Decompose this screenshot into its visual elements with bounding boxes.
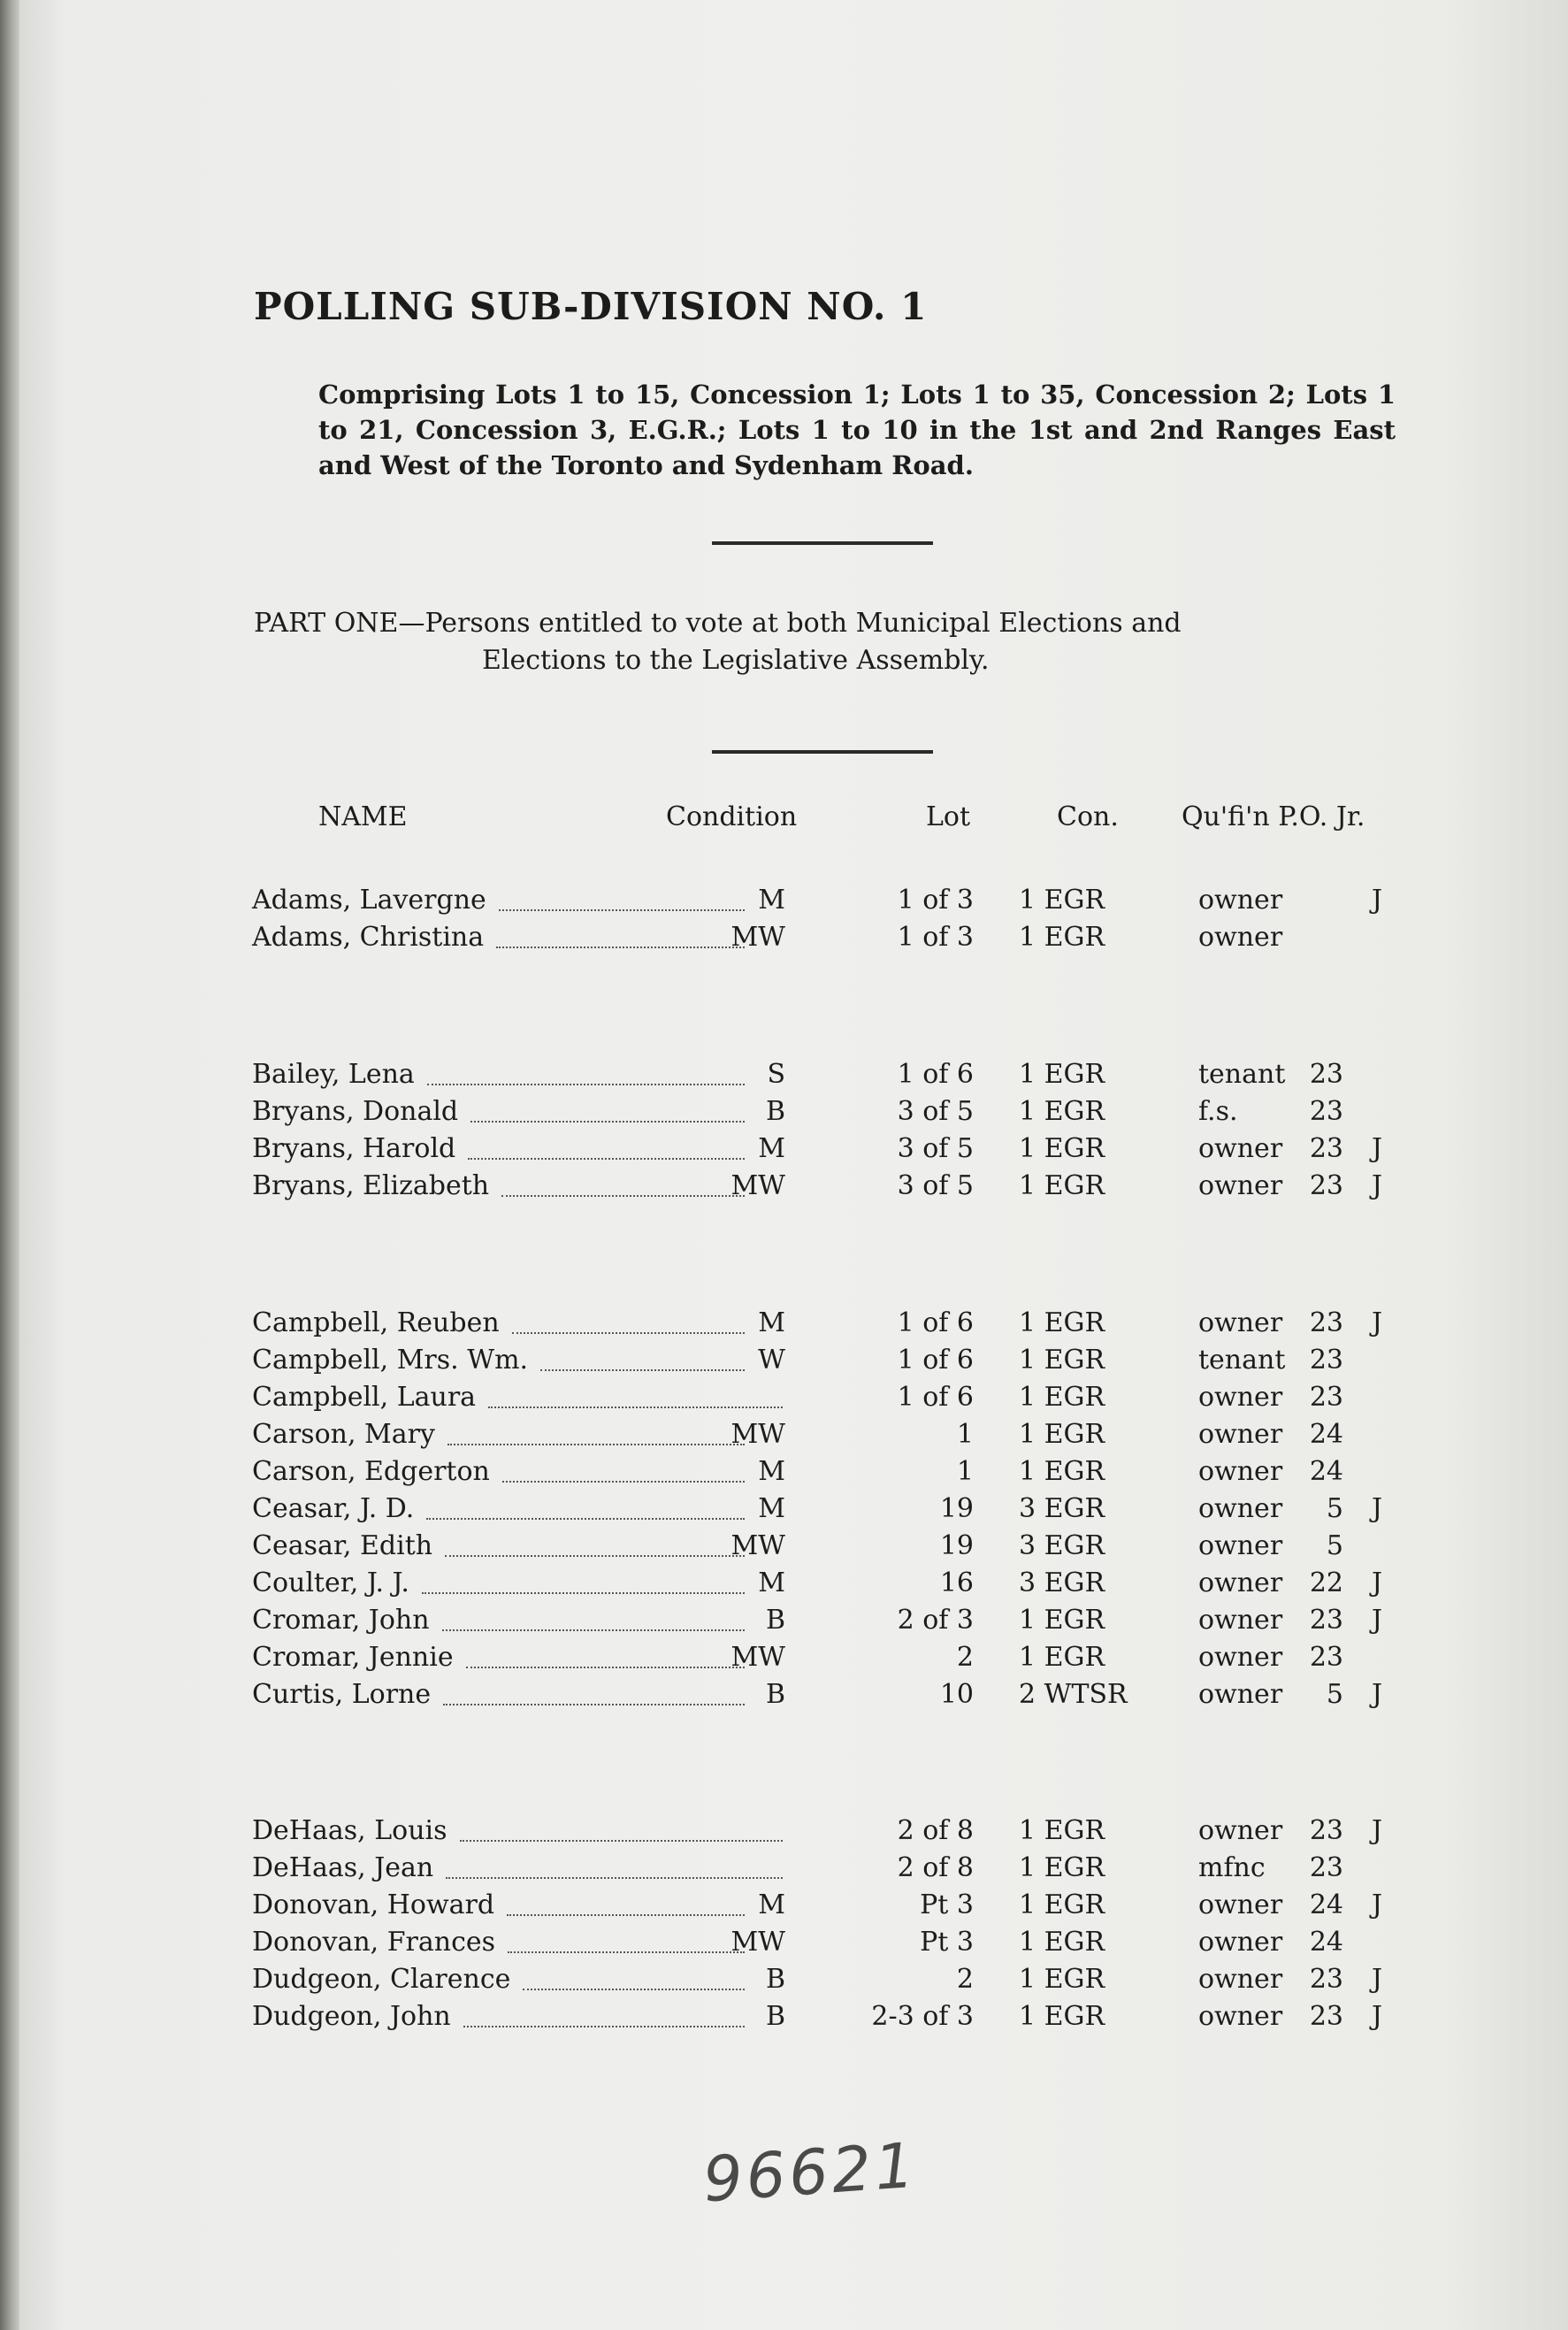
voter-concession: 3 EGR	[1019, 1493, 1105, 1524]
voter-row	[0, 1815, 1568, 1852]
voter-condition: MW	[730, 1642, 785, 1673]
dotted-leader	[445, 1555, 745, 1557]
header-con: Con.	[1057, 801, 1119, 832]
dotted-leader	[499, 909, 745, 911]
voter-concession: 1 EGR	[1019, 1605, 1105, 1636]
voter-qualification: owner	[1198, 1642, 1283, 1673]
header-lot: Lot	[926, 801, 971, 832]
voter-lot: 2	[956, 1642, 974, 1673]
voter-juror-mark: J	[1372, 1815, 1383, 1846]
voter-juror-mark: J	[1372, 1493, 1383, 1524]
voter-condition: MW	[730, 1530, 785, 1561]
voter-concession: 2 WTSR	[1019, 1679, 1128, 1710]
voter-concession: 1 EGR	[1019, 1133, 1105, 1164]
voter-juror-mark: J	[1372, 1567, 1383, 1598]
voter-row	[0, 2001, 1568, 2038]
voter-lot: Pt 3	[920, 1889, 974, 1920]
voter-name: Adams, Christina	[252, 922, 485, 953]
voter-name: Campbell, Reuben	[252, 1307, 500, 1338]
voter-lot: 2	[956, 1964, 974, 1995]
dotted-leader	[507, 1914, 745, 1916]
voter-juror-mark: J	[1372, 1307, 1383, 1338]
voter-post-office: 22	[1309, 1567, 1343, 1598]
voter-qualification: owner	[1198, 922, 1283, 953]
voter-lot: 1 of 6	[897, 1059, 974, 1090]
voter-condition: B	[765, 2001, 785, 2032]
dotted-leader	[447, 1444, 745, 1445]
voter-post-office: 23	[1309, 2001, 1343, 2032]
dotted-leader	[446, 1877, 783, 1879]
voter-concession: 1 EGR	[1019, 1307, 1105, 1338]
voter-lot: 10	[939, 1679, 974, 1710]
header-qualification-po-jr: Qu'fi'n P.O. Jr.	[1182, 801, 1365, 832]
voter-lot: 1	[956, 1456, 974, 1487]
voter-lot: 1 of 3	[897, 922, 974, 953]
voter-qualification: tenant	[1198, 1345, 1286, 1376]
dotted-leader	[463, 2026, 745, 2027]
voter-qualification: owner	[1198, 1133, 1283, 1164]
dotted-leader	[496, 947, 745, 948]
voter-condition: B	[765, 1679, 785, 1710]
voter-concession: 1 EGR	[1019, 1642, 1105, 1673]
handwritten-catalog-number: 96621	[700, 2128, 921, 2217]
voter-post-office: 23	[1309, 1307, 1343, 1338]
voter-row	[0, 1964, 1568, 2001]
voter-post-office: 24	[1309, 1889, 1343, 1920]
voter-row	[0, 1170, 1568, 1207]
voter-row	[0, 1493, 1568, 1530]
dotted-leader	[468, 1158, 745, 1160]
voter-lot: 1 of 6	[897, 1345, 974, 1376]
voter-name: Coulter, J. J.	[252, 1567, 409, 1598]
voter-condition: MW	[730, 1170, 785, 1201]
voter-row	[0, 1927, 1568, 1964]
voter-row	[0, 1889, 1568, 1927]
voter-row	[0, 1530, 1568, 1567]
voter-juror-mark: J	[1372, 1889, 1383, 1920]
voter-post-office: 23	[1309, 1382, 1343, 1413]
voter-juror-mark: J	[1372, 885, 1383, 916]
subdivision-description: Comprising Lots 1 to 15, Concession 1; Lots 1 to 35, Concession 2; Lots 1 to 21, Concession 3, E.G.R.; Lots 1 to 10 in the 1st and 2nd Ranges East and West of the Toronto and Sydenham Road.	[318, 379, 1396, 480]
voter-name: Carson, Mary	[252, 1419, 435, 1450]
voter-lot: 3 of 5	[897, 1096, 974, 1127]
voter-condition: B	[765, 1964, 785, 1995]
voter-name: Curtis, Lorne	[252, 1679, 432, 1710]
voter-name: Donovan, Howard	[252, 1889, 495, 1920]
voter-qualification: owner	[1198, 1605, 1283, 1636]
voter-condition: B	[765, 1096, 785, 1127]
voter-post-office: 23	[1309, 1059, 1343, 1090]
voter-qualification: owner	[1198, 1964, 1283, 1995]
part-one-description	[254, 605, 1396, 679]
voter-condition: W	[758, 1345, 785, 1376]
voter-lot: 2 of 8	[897, 1815, 974, 1846]
voter-post-office: 23	[1309, 1964, 1343, 1995]
voter-lot: 2 of 8	[897, 1852, 974, 1883]
voter-name: Dudgeon, Clarence	[252, 1964, 511, 1995]
voter-concession: 1 EGR	[1019, 2001, 1105, 2032]
dotted-leader	[523, 1989, 745, 1990]
voter-qualification: owner	[1198, 1170, 1283, 1201]
voter-name: Ceasar, J. D.	[252, 1493, 415, 1524]
voter-row	[0, 1419, 1568, 1456]
voter-juror-mark: J	[1372, 1170, 1383, 1201]
voter-row	[0, 1307, 1568, 1345]
voter-name: Campbell, Laura	[252, 1382, 477, 1413]
dotted-leader	[540, 1369, 745, 1371]
voter-qualification: owner	[1198, 1567, 1283, 1598]
voter-condition: M	[758, 1493, 785, 1524]
voter-post-office: 23	[1309, 1170, 1343, 1201]
voter-qualification: owner	[1198, 1493, 1283, 1524]
header-condition: Condition	[666, 801, 798, 832]
voter-qualification: owner	[1198, 1679, 1283, 1710]
voter-concession: 1 EGR	[1019, 885, 1105, 916]
voter-row	[0, 1679, 1568, 1716]
voter-name: Adams, Lavergne	[252, 885, 486, 916]
voter-row	[0, 1852, 1568, 1889]
dotted-leader	[460, 1840, 783, 1842]
voter-concession: 1 EGR	[1019, 1927, 1105, 1958]
voter-concession: 1 EGR	[1019, 1964, 1105, 1995]
voter-lot: 1 of 6	[897, 1382, 974, 1413]
voter-post-office: 5	[1326, 1679, 1343, 1710]
voter-concession: 1 EGR	[1019, 1889, 1105, 1920]
voter-concession: 1 EGR	[1019, 1096, 1105, 1127]
voter-name: DeHaas, Jean	[252, 1852, 434, 1883]
voter-lot: 16	[939, 1567, 974, 1598]
voter-concession: 1 EGR	[1019, 1170, 1105, 1201]
dotted-leader	[422, 1592, 745, 1594]
voter-qualification: owner	[1198, 1382, 1283, 1413]
voter-condition: B	[765, 1605, 785, 1636]
voter-row	[0, 1605, 1568, 1642]
dotted-leader	[501, 1195, 745, 1197]
voter-post-office: 23	[1309, 1815, 1343, 1846]
voter-name: Donovan, Frances	[252, 1927, 496, 1958]
voter-post-office: 24	[1309, 1419, 1343, 1450]
voter-name: DeHaas, Louis	[252, 1815, 447, 1846]
voter-lot: 3 of 5	[897, 1170, 974, 1201]
voter-name: Dudgeon, John	[252, 2001, 451, 2032]
voter-row	[0, 1382, 1568, 1419]
voter-name: Bailey, Lena	[252, 1059, 415, 1090]
voter-row	[0, 1133, 1568, 1170]
voter-lot: 1 of 6	[897, 1307, 974, 1338]
voter-juror-mark: J	[1372, 1679, 1383, 1710]
voter-condition: M	[758, 1889, 785, 1920]
voter-name: Campbell, Mrs. Wm.	[252, 1345, 529, 1376]
voter-name: Carson, Edgerton	[252, 1456, 490, 1487]
voter-row	[0, 1059, 1568, 1096]
divider-bottom	[712, 750, 933, 754]
voter-concession: 1 EGR	[1019, 1059, 1105, 1090]
voter-lot: 2-3 of 3	[871, 2001, 974, 2032]
voter-post-office: 5	[1326, 1530, 1343, 1561]
section-heading: POLLING SUB-DIVISION NO. 1	[254, 285, 928, 328]
voter-concession: 1 EGR	[1019, 1852, 1105, 1883]
voter-juror-mark: J	[1372, 1605, 1383, 1636]
voter-condition: M	[758, 1456, 785, 1487]
voter-qualification: f.s.	[1198, 1096, 1238, 1127]
dotted-leader	[426, 1518, 745, 1520]
dotted-leader	[443, 1704, 745, 1705]
voter-row	[0, 1456, 1568, 1493]
dotted-leader	[470, 1121, 745, 1123]
voter-lot: 19	[939, 1493, 974, 1524]
voter-qualification: owner	[1198, 1530, 1283, 1561]
voter-condition: M	[758, 1307, 785, 1338]
voter-qualification: mfnc	[1198, 1852, 1266, 1883]
voter-concession: 1 EGR	[1019, 1382, 1105, 1413]
voter-name: Cromar, John	[252, 1605, 430, 1636]
voter-post-office: 23	[1309, 1096, 1343, 1127]
header-name: NAME	[318, 801, 408, 832]
voter-qualification: owner	[1198, 2001, 1283, 2032]
voter-concession: 1 EGR	[1019, 1815, 1105, 1846]
voter-condition: M	[758, 1133, 785, 1164]
voter-lot: Pt 3	[920, 1927, 974, 1958]
voter-lot: 2 of 3	[897, 1605, 974, 1636]
voter-qualification: owner	[1198, 1889, 1283, 1920]
voter-condition: MW	[730, 1419, 785, 1450]
voter-qualification: tenant	[1198, 1059, 1286, 1090]
voter-name: Bryans, Elizabeth	[252, 1170, 490, 1201]
dotted-leader	[502, 1481, 745, 1483]
voter-concession: 1 EGR	[1019, 922, 1105, 953]
voter-condition: M	[758, 1567, 785, 1598]
divider-top	[712, 541, 933, 545]
dotted-leader	[442, 1629, 745, 1631]
voter-condition: S	[767, 1059, 785, 1090]
voter-post-office: 23	[1309, 1642, 1343, 1673]
part-one-line-2: Elections to the Legislative Assembly.	[482, 645, 990, 676]
voter-qualification: owner	[1198, 1456, 1283, 1487]
voter-concession: 3 EGR	[1019, 1530, 1105, 1561]
voter-name: Bryans, Donald	[252, 1096, 459, 1127]
voter-post-office: 23	[1309, 1345, 1343, 1376]
voter-qualification: owner	[1198, 1419, 1283, 1450]
voter-concession: 1 EGR	[1019, 1456, 1105, 1487]
voter-post-office: 24	[1309, 1927, 1343, 1958]
dotted-leader	[508, 1951, 745, 1953]
voter-row	[0, 1567, 1568, 1605]
dotted-leader	[512, 1332, 745, 1334]
voter-row	[0, 1345, 1568, 1382]
voter-name: Cromar, Jennie	[252, 1642, 454, 1673]
voter-condition: MW	[730, 1927, 785, 1958]
part-one-line-1: PART ONE—Persons entitled to vote at both Municipal Elections and	[254, 608, 1182, 639]
voter-row	[0, 1096, 1568, 1133]
voter-row	[0, 1642, 1568, 1679]
voter-name: Bryans, Harold	[252, 1133, 456, 1164]
voter-lot: 1	[956, 1419, 974, 1450]
voter-condition: M	[758, 885, 785, 916]
voter-lot: 19	[939, 1530, 974, 1561]
voter-name: Ceasar, Edith	[252, 1530, 433, 1561]
voter-qualification: owner	[1198, 1815, 1283, 1846]
voter-post-office: 24	[1309, 1456, 1343, 1487]
voter-qualification: owner	[1198, 1307, 1283, 1338]
voter-qualification: owner	[1198, 885, 1283, 916]
voter-lot: 1 of 3	[897, 885, 974, 916]
voter-row	[0, 885, 1568, 922]
voter-juror-mark: J	[1372, 1133, 1383, 1164]
voter-post-office: 23	[1309, 1133, 1343, 1164]
voter-row	[0, 922, 1568, 959]
voter-post-office: 5	[1326, 1493, 1343, 1524]
dotted-leader	[427, 1084, 745, 1085]
voter-post-office: 23	[1309, 1605, 1343, 1636]
voter-condition: MW	[730, 922, 785, 953]
voter-concession: 3 EGR	[1019, 1567, 1105, 1598]
voter-qualification: owner	[1198, 1927, 1283, 1958]
voter-juror-mark: J	[1372, 2001, 1383, 2032]
dotted-leader	[466, 1667, 745, 1668]
voter-concession: 1 EGR	[1019, 1345, 1105, 1376]
voter-post-office: 23	[1309, 1852, 1343, 1883]
voter-concession: 1 EGR	[1019, 1419, 1105, 1450]
dotted-leader	[488, 1406, 783, 1408]
voter-lot: 3 of 5	[897, 1133, 974, 1164]
voter-juror-mark: J	[1372, 1964, 1383, 1995]
